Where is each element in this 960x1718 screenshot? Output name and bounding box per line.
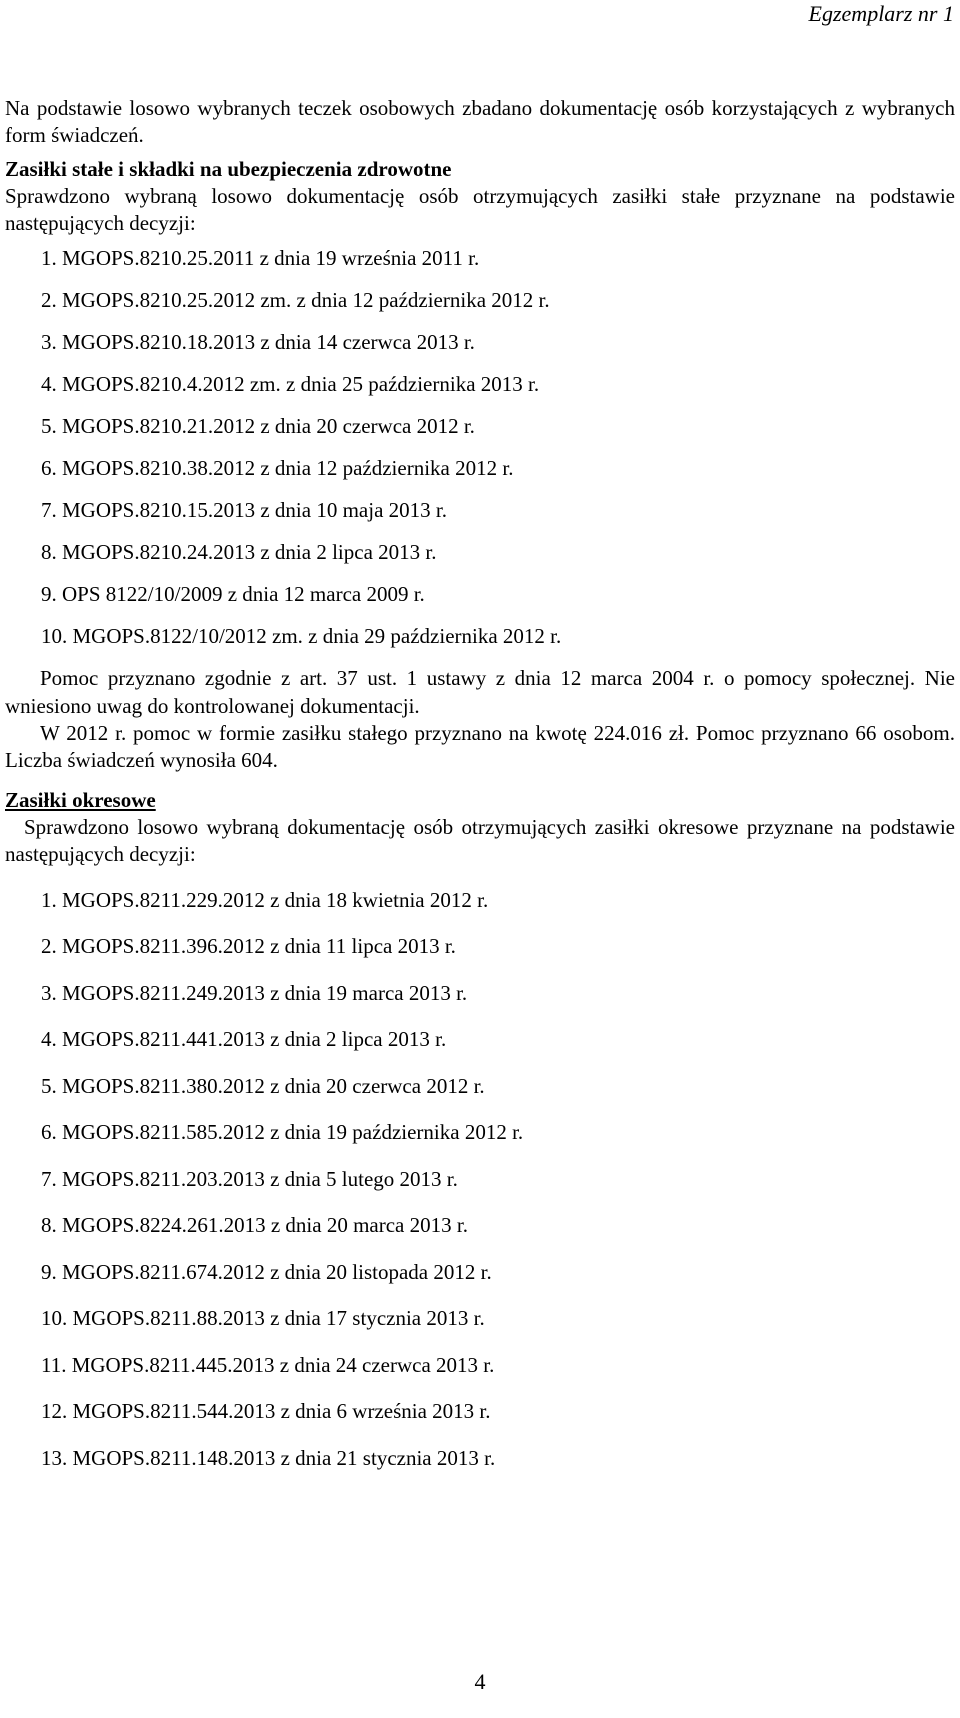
list-item: 8. MGOPS.8224.261.2013 z dnia 20 marca 2013 r. (41, 1213, 468, 1238)
list-item: 5. MGOPS.8210.21.2012 z dnia 20 czerwca 2012 r. (41, 414, 475, 439)
document-body (5, 95, 955, 1491)
list-item: 8. MGOPS.8210.24.2013 z dnia 2 lipca 2013 r. (41, 540, 437, 565)
list-item: 1. MGOPS.8211.229.2012 z dnia 18 kwietnia 2012 r. (41, 887, 489, 912)
section1-legal-basis: Pomoc przyznano zgodnie z art. 37 ust. 1 ustawy z dnia 12 marca 2004 r. o pomocy społecznej. Nie wniesiono uwag do kontrolowanej dokumentacji. (5, 666, 955, 718)
list-item: 10. MGOPS.8211.88.2013 z dnia 17 stycznia 2013 r. (41, 1306, 485, 1331)
list-item: 3. MGOPS.8211.249.2013 z dnia 19 marca 2013 r. (41, 980, 468, 1005)
list-item: 6. MGOPS.8211.585.2012 z dnia 19 października 2012 r. (41, 1120, 524, 1145)
list-item: 3. MGOPS.8210.18.2013 z dnia 14 czerwca 2013 r. (41, 330, 475, 355)
list-item: 10. MGOPS.8122/10/2012 zm. z dnia 29 października 2012 r. (41, 624, 562, 649)
list-item: 5. MGOPS.8211.380.2012 z dnia 20 czerwca 2012 r. (41, 1073, 485, 1098)
list-item: 9. OPS 8122/10/2009 z dnia 12 marca 2009 r. (41, 582, 425, 607)
list-item: 1. MGOPS.8210.25.2011 z dnia 19 września 2011 r. (41, 246, 480, 271)
section1-text: Sprawdzono wybraną losowo dokumentację osób otrzymujących zasiłki stałe przyznane na podstawie następujących decyzji: (5, 183, 955, 236)
section1-heading: Zasiłki stałe i składki na ubezpieczenia zdrowotne (5, 156, 452, 181)
section1-summary: W 2012 r. pomoc w formie zasiłku stałego przyznano na kwotę 224.016 zł. Pomoc przyznano 66 osobom. Liczba świadczeń wynosiła 604. (5, 721, 955, 773)
list-item: 7. MGOPS.8210.15.2013 z dnia 10 maja 2013 r. (41, 498, 447, 523)
list-item: 2. MGOPS.8211.396.2012 z dnia 11 lipca 2013 r. (41, 934, 456, 959)
list-item: 4. MGOPS.8210.4.2012 zm. z dnia 25 października 2013 r. (41, 372, 540, 397)
list-item: 11. MGOPS.8211.445.2013 z dnia 24 czerwca 2013 r. (41, 1352, 495, 1377)
list-item: 13. MGOPS.8211.148.2013 z dnia 21 stycznia 2013 r. (41, 1445, 496, 1470)
section2-heading: Zasiłki okresowe (5, 787, 156, 812)
section2-text: Sprawdzono losowo wybraną dokumentację osób otrzymujących zasiłki okresowe przyznane na podstawie następujących decyzji: (5, 814, 955, 867)
list-item: 6. MGOPS.8210.38.2012 z dnia 12 października 2012 r. (41, 456, 514, 481)
page-number: 4 (474, 1669, 486, 1694)
list-item: 4. MGOPS.8211.441.2013 z dnia 2 lipca 2013 r. (41, 1027, 447, 1052)
document-header: Egzemplarz nr 1 (808, 1, 954, 26)
section1-decision-list (5, 245, 955, 665)
intro-paragraph: Na podstawie losowo wybranych teczek osobowych zbadano dokumentację osób korzystających z wybranych form świadczeń. (5, 96, 955, 148)
section2-decision-list (5, 887, 955, 1492)
list-item: 2. MGOPS.8210.25.2012 zm. z dnia 12 października 2012 r. (41, 288, 550, 313)
list-item: 7. MGOPS.8211.203.2013 z dnia 5 lutego 2013 r. (41, 1166, 458, 1191)
list-item: 9. MGOPS.8211.674.2012 z dnia 20 listopada 2012 r. (41, 1259, 492, 1284)
list-item: 12. MGOPS.8211.544.2013 z dnia 6 września 2013 r. (41, 1399, 491, 1424)
